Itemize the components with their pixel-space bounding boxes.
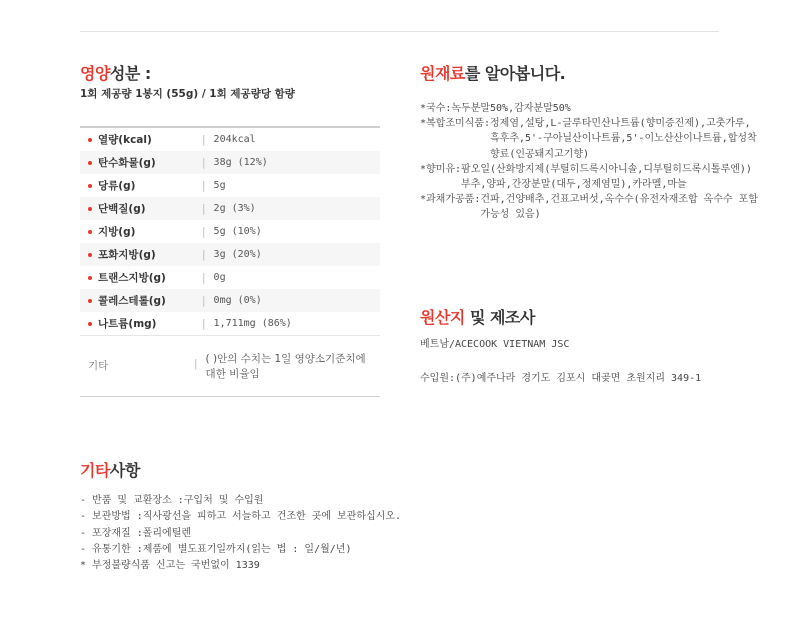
importer: 수입원:(주)예주나라 경기도 김포시 대곶면 초원지리 349-1 — [420, 373, 702, 384]
list-item: - 포장재질 : 폴리에틸렌 — [80, 527, 192, 539]
nutrition-row: 나트륨(mg) | 1,711mg (86%) — [80, 312, 380, 335]
note-label: 기타 — [88, 360, 109, 372]
nutrition-row: 지방(g) | 5g (10%) — [80, 220, 380, 243]
list-item: - 반품 및 교환장소 : 구입처 및 수입원 — [80, 495, 264, 506]
list-item: *국수: 녹두분말50%,감자분말50% — [420, 103, 571, 114]
bullet-icon — [88, 322, 92, 326]
list-item: *향미유: 팜오일(산화방지제(부틸히드록시아니솔,디부틸히드록시톨루엔))부추,양파,간장분말(대두,정제염밀),카라멜,마늘 — [420, 163, 752, 191]
nutrition-row: 콜레스테롤(g) | 0mg (0%) — [80, 289, 380, 312]
ingredients-title: 원재료를 알아봅니다. — [420, 64, 566, 83]
nutrition-row: 단백질(g) | 2g (3%) — [80, 197, 380, 220]
nutrition-table — [80, 126, 380, 397]
list-item: * 부정불량식품 신고는 국번없이 1339 — [80, 560, 260, 572]
bullet-icon — [88, 230, 92, 234]
nutrition-title: 영양성분 : — [80, 64, 151, 83]
list-item: - 보관방법 : 직사광선을 피하고 서늘하고 건조한 곳에 보관하십시오. — [80, 511, 402, 523]
serving-info: 1회 제공량 1봉지 (55g) / 1회 제공량당 함량 — [80, 88, 295, 100]
note-text: ( )안의 수치는 1일 영양소기준치에 대한 비율임 — [205, 353, 366, 380]
bullet-icon — [88, 184, 92, 188]
list-item: *복합조미식품: 정제염,설탕,L-글루타민산나트륨(향미증진제),고춧가루,흑후추,5'-구아닐산이나트륨,5'-이노산산이나트륨,합성착향료(인공돼지고기향) — [420, 118, 757, 160]
bullet-icon — [88, 207, 92, 211]
nutrition-row: 트랜스지방(g) | 0g — [80, 266, 380, 289]
bullet-icon — [88, 276, 92, 280]
bullet-icon — [88, 253, 92, 257]
misc-title: 기타사항 — [80, 461, 140, 480]
nutrition-row: 열량(kcal) | 204kcal — [80, 128, 380, 151]
nutrition-row: 탄수화물(g) | 38g (12%) — [80, 151, 380, 174]
nutrition-note-row: 기타 | ( )안의 수치는 1일 영양소기준치에 대한 비율임 — [80, 335, 380, 396]
top-divider — [80, 31, 719, 32]
origin-title: 원산지 및 제조사 — [420, 308, 535, 327]
nutrition-row: 당류(g) | 5g — [80, 174, 380, 197]
nutrition-row: 포화지방(g) | 3g (20%) — [80, 243, 380, 266]
misc-list — [80, 493, 420, 574]
bullet-icon — [88, 138, 92, 142]
bullet-icon — [88, 299, 92, 303]
manufacturer: 베트남/ACECOOK VIETNAM JSC — [420, 339, 570, 350]
ingredients-list — [420, 101, 760, 223]
list-item: *과채가공품: 건파,건양배추,건표고버섯,옥수수(유전자재조합 옥수수 포함 가능성 있음) — [420, 194, 758, 221]
list-item: - 유통기한 : 제품에 별도표기일까지(읽는 법 : 일/월/년) — [80, 543, 352, 555]
bullet-icon — [88, 161, 92, 165]
